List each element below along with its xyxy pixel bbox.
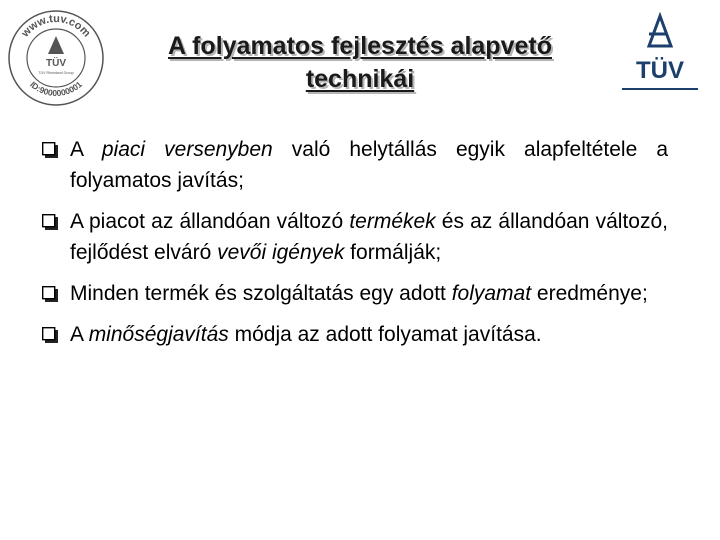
seal-triangle-icon — [48, 36, 64, 54]
triangle-icon — [649, 16, 671, 46]
text-run: és az állandóan változó, fejlődést elváró — [70, 210, 668, 264]
svg-text:www.tuv.com — [19, 13, 93, 40]
text-run: Minden termék és szolgáltatás egy adott — [70, 282, 452, 305]
text-run: eredménye; — [531, 282, 648, 305]
text-run: A — [70, 138, 102, 161]
text-run: A — [70, 323, 89, 346]
list-item-text — [70, 138, 668, 192]
emphasized-text: minőségjavítás — [88, 323, 229, 346]
tuv-logo — [622, 12, 698, 94]
text-run: A piacot az állandóan változó — [70, 210, 350, 233]
emphasized-text: vevői igények — [217, 241, 345, 264]
text-run: módja az adott folyamat javítása. — [228, 323, 542, 346]
seal-group: TÜV Rheinland Group — [38, 71, 74, 75]
svg-text:ID:9000000001 — [28, 79, 84, 98]
tuv-seal-logo — [6, 8, 106, 108]
slide-title — [110, 30, 610, 96]
list-item-text — [70, 323, 542, 346]
checkbox-bullet-icon — [42, 286, 58, 302]
checkbox-bullet-icon — [42, 327, 58, 343]
list-item — [42, 319, 668, 350]
list-item — [42, 206, 668, 268]
list-item — [42, 134, 668, 196]
emphasized-text: folyamat — [451, 282, 532, 305]
text-run: formálják; — [344, 241, 442, 264]
checkbox-bullet-icon — [42, 142, 58, 158]
bullet-list — [42, 134, 668, 360]
list-item-text — [70, 282, 648, 305]
seal-id-text: ID:9000000001 — [28, 79, 84, 99]
checkbox-bullet-icon — [42, 214, 58, 230]
emphasized-text: piaci versenyben — [101, 138, 273, 161]
list-item — [42, 278, 668, 309]
logo-brand: TÜV — [636, 57, 684, 84]
text-run: való helytállás egyik alapfeltétele a folyamatos javítás; — [70, 138, 669, 192]
list-item-text — [70, 210, 668, 264]
emphasized-text: termékek — [349, 210, 436, 233]
slide-title-line-1: A folyamatos fejlesztés alapvető — [168, 32, 552, 60]
slide-title-line-2: technikái — [305, 65, 415, 93]
seal-ring-text: www.tuv.com — [19, 12, 93, 40]
seal-brand: TÜV — [46, 58, 66, 69]
